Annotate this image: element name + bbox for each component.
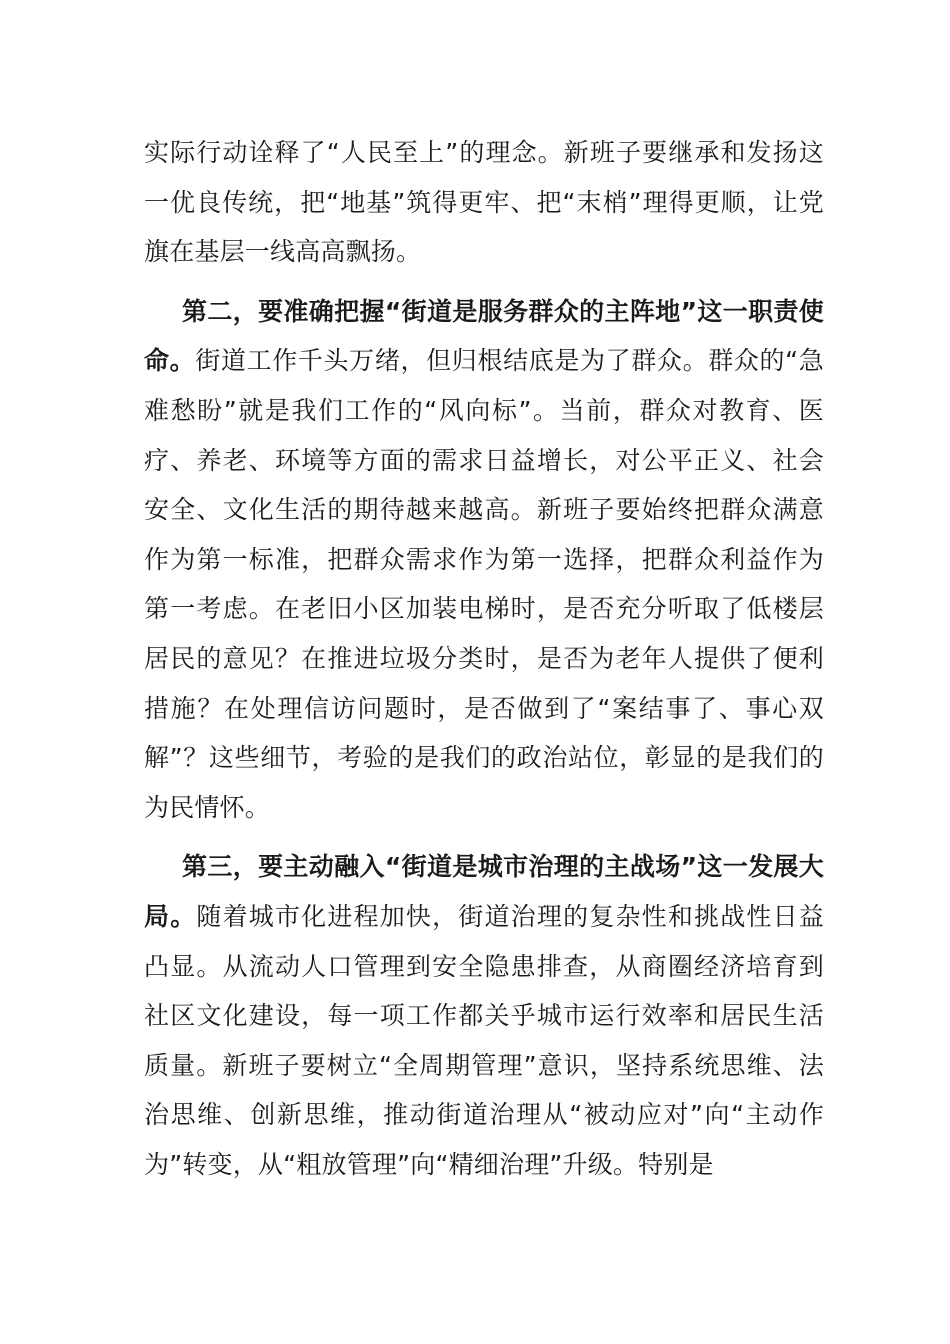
paragraph-third-point — [144, 842, 824, 1189]
paragraph-heading: 第二，要准确把握“街道是服务群众的主阵地”这一职责使命。 — [144, 296, 824, 376]
paragraph-body: 街道工作千头万绪，但归根结底是为了群众。群众的“急难愁盼”就是我们工作的“风向标”。当前，群众对教育、医疗、养老、环境等方面的需求日益增长，对公平正义、社会安全、文化生活的期待越来越高。新班子要始终把群众满意作为第一标准，把群众需求作为第一选择，把群众利益作为第一考虑。在老旧小区加装电梯时，是否充分听取了低楼层居民的意见？在推进垃圾分类时，是否为老年人提供了便利措施？在处理信访问题时，是否做到了“案结事了、事心双解”？这些细节，考验的是我们的政治站位，彰显的是我们的为民情怀。 — [144, 346, 824, 822]
paragraph-body: 实际行动诠释了“人民至上”的理念。新班子要继承和发扬这一优良传统，把“地基”筑得更牢、把“末梢”理得更顺，让党旗在基层一线高高飘扬。 — [144, 138, 824, 267]
paragraph-continuation — [144, 128, 824, 277]
paragraph-body: 随着城市化进程加快，街道治理的复杂性和挑战性日益凸显。从流动人口管理到安全隐患排查，从商圈经济培育到社区文化建设，每一项工作都关乎城市运行效率和居民生活质量。新班子要树立“全周期管理”意识，坚持系统思维、法治思维、创新思维，推动街道治理从“被动应对”向“主动作为”转变，从“粗放管理”向“精细治理”升级。特别是 — [144, 901, 824, 1179]
paragraph-second-point — [144, 287, 824, 833]
paragraph-heading: 第三，要主动融入“街道是城市治理的主战场”这一发展大局。 — [144, 852, 824, 931]
document-body — [144, 128, 824, 1189]
